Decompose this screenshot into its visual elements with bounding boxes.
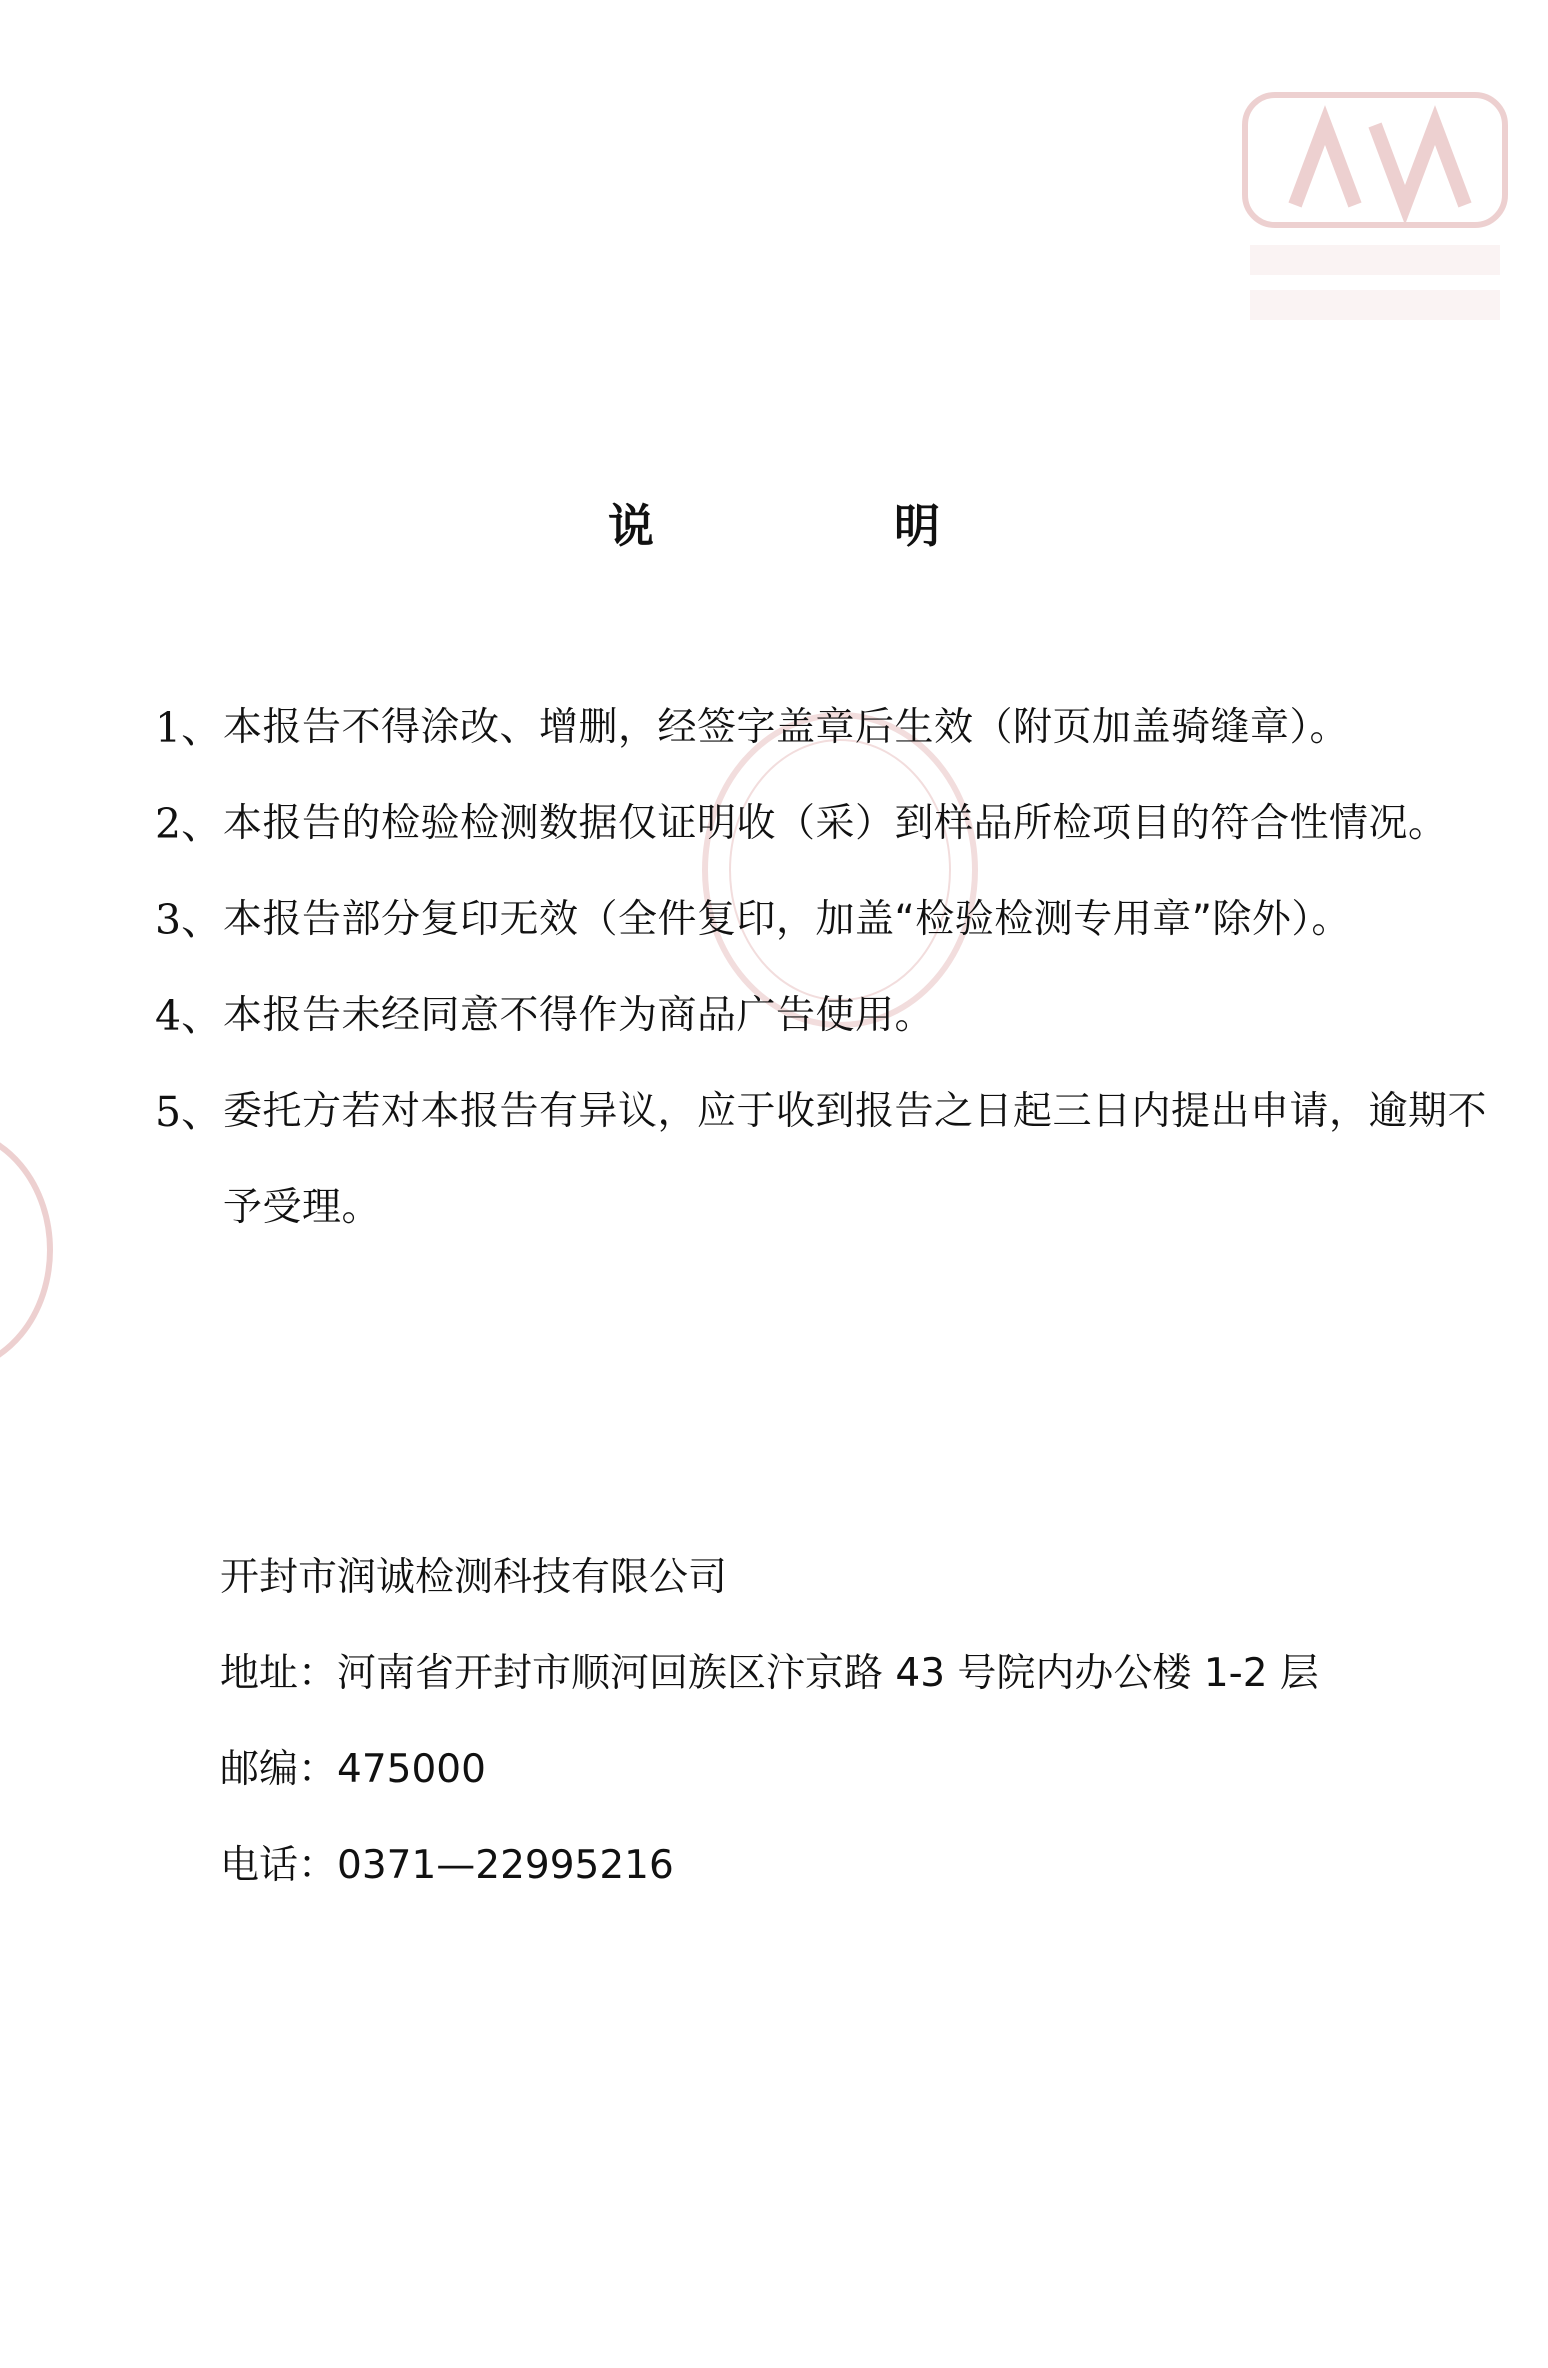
item-text: 本报告部分复印无效（全件复印，加盖“检验检测专用章”除外）。: [223, 897, 1351, 942]
left-seal-mark: [0, 1120, 60, 1380]
address-value: 河南省开封市顺河回族区汴京路 43 号院内办公楼 1-2 层: [337, 1651, 1319, 1696]
notice-item-5: [155, 1064, 1525, 1256]
notice-list: [155, 680, 1525, 1256]
postcode-label: 邮编：: [220, 1747, 338, 1792]
item-number: 1、: [155, 704, 223, 752]
company-address: [220, 1626, 1420, 1722]
item-number: 3、: [155, 896, 223, 944]
item-text: 本报告的检验检测数据仅证明收（采）到样品所检项目的符合性情况。: [223, 801, 1448, 846]
item-text: 本报告未经同意不得作为商品广告使用。: [223, 993, 935, 1038]
phone-value: 0371—22995216: [337, 1843, 674, 1888]
item-number: 5、: [155, 1088, 223, 1136]
item-text: 委托方若对本报告有异议，应于收到报告之日起三日内提出申请，逾期不予受理。: [223, 1089, 1488, 1230]
notice-item-3: [155, 872, 1525, 968]
title-char-right: 明: [894, 499, 940, 553]
company-name: 开封市润诚检测科技有限公司: [220, 1555, 728, 1600]
company-postcode: [220, 1722, 1420, 1818]
notice-item-4: [155, 968, 1525, 1064]
company-info: [220, 1530, 1420, 1914]
page-title: [0, 490, 1548, 556]
address-label: 地址：: [220, 1651, 338, 1696]
title-char-left: 说: [608, 499, 654, 553]
postcode-value: 475000: [337, 1747, 486, 1792]
item-text: 本报告不得涂改、增删，经签字盖章后生效（附页加盖骑缝章）。: [223, 705, 1350, 750]
notice-item-2: [155, 776, 1525, 872]
company-phone: [220, 1818, 1420, 1914]
notice-item-1: [155, 680, 1525, 776]
item-number: 4、: [155, 992, 223, 1040]
item-number: 2、: [155, 800, 223, 848]
phone-label: 电话：: [220, 1843, 338, 1888]
cma-stamp: [1235, 85, 1515, 345]
